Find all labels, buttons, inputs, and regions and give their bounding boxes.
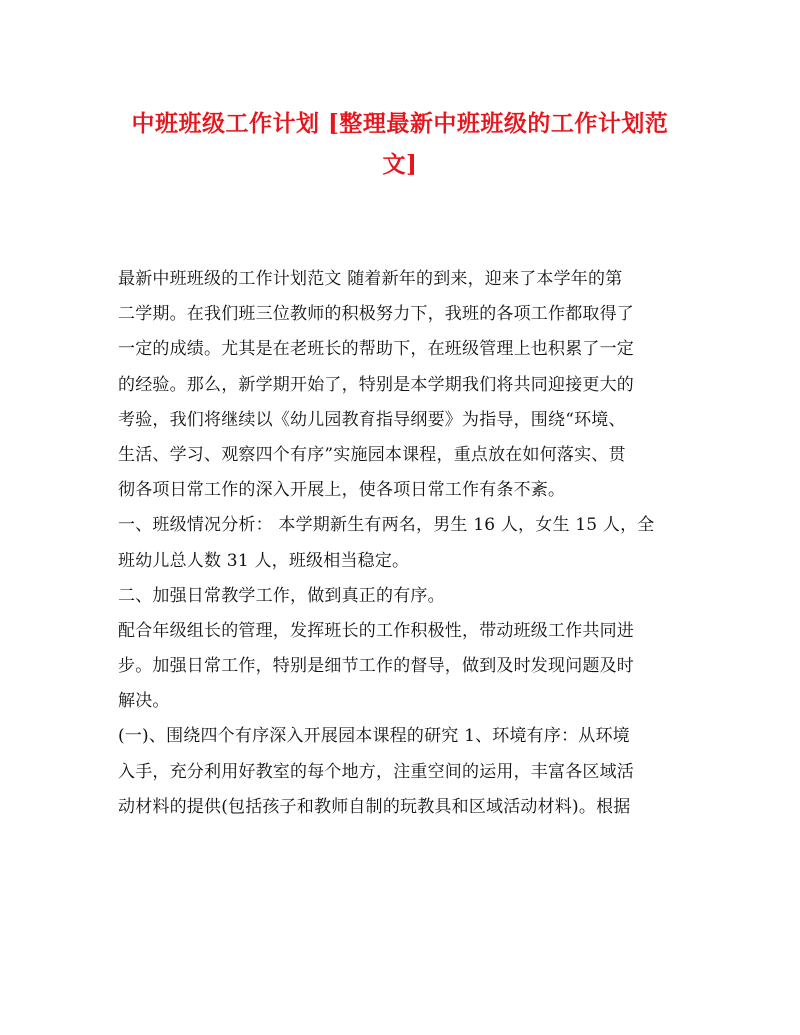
body-line: 解决。 — [118, 691, 170, 712]
title-line: 文] — [382, 151, 418, 178]
body-line: 彻各项日常工作的深入开展上，使各项日常工作有条不紊。 — [118, 480, 566, 501]
document-title — [118, 103, 682, 185]
body-line: 一定的成绩。尤其是在老班长的帮助下，在班级管理上也积累了一定 — [118, 339, 634, 360]
body-line: 二学期。在我们班三位教师的积极努力下，我班的各项工作都取得了 — [118, 304, 634, 325]
body-line: 班幼儿总人数 31 人，班级相当稳定。 — [118, 550, 410, 571]
body-line: 二、加强日常教学工作，做到真正的有序。 — [118, 585, 445, 606]
body-line: 步。加强日常工作，特别是细节工作的督导，做到及时发现问题及时 — [118, 656, 634, 677]
body-line: 考验，我们将继续以《幼儿园教育指导纲要》为指导，围绕“环境、 — [118, 409, 626, 430]
body-line: 入手，充分利用好教室的每个地方，注重空间的运用，丰富各区域活 — [118, 761, 634, 782]
body-line: 生活、学习、观察四个有序”实施园本课程，重点放在如何落实、贯 — [118, 444, 626, 465]
document-body — [118, 262, 698, 825]
body-line: 一、班级情况分析： 本学期新生有两名，男生 16 人，女生 15 人，全 — [118, 515, 655, 536]
body-line: 的经验。那么，新学期开始了，特别是本学期我们将共同迎接更大的 — [118, 374, 634, 395]
body-line: 动材料的提供(包括孩子和教师自制的玩教具和区域活动材料)。根据 — [118, 796, 631, 817]
title-line: 中班班级工作计划 [整理最新中班班级的工作计划范 — [131, 110, 669, 137]
body-line: 配合年级组长的管理，发挥班长的工作积极性，带动班级工作共同进 — [118, 620, 634, 641]
body-line: (一)、围绕四个有序深入开展园本课程的研究 1、环境有序：从环境 — [118, 726, 630, 747]
body-line: 最新中班班级的工作计划范文 随着新年的到来，迎来了本学年的第 — [118, 269, 623, 289]
